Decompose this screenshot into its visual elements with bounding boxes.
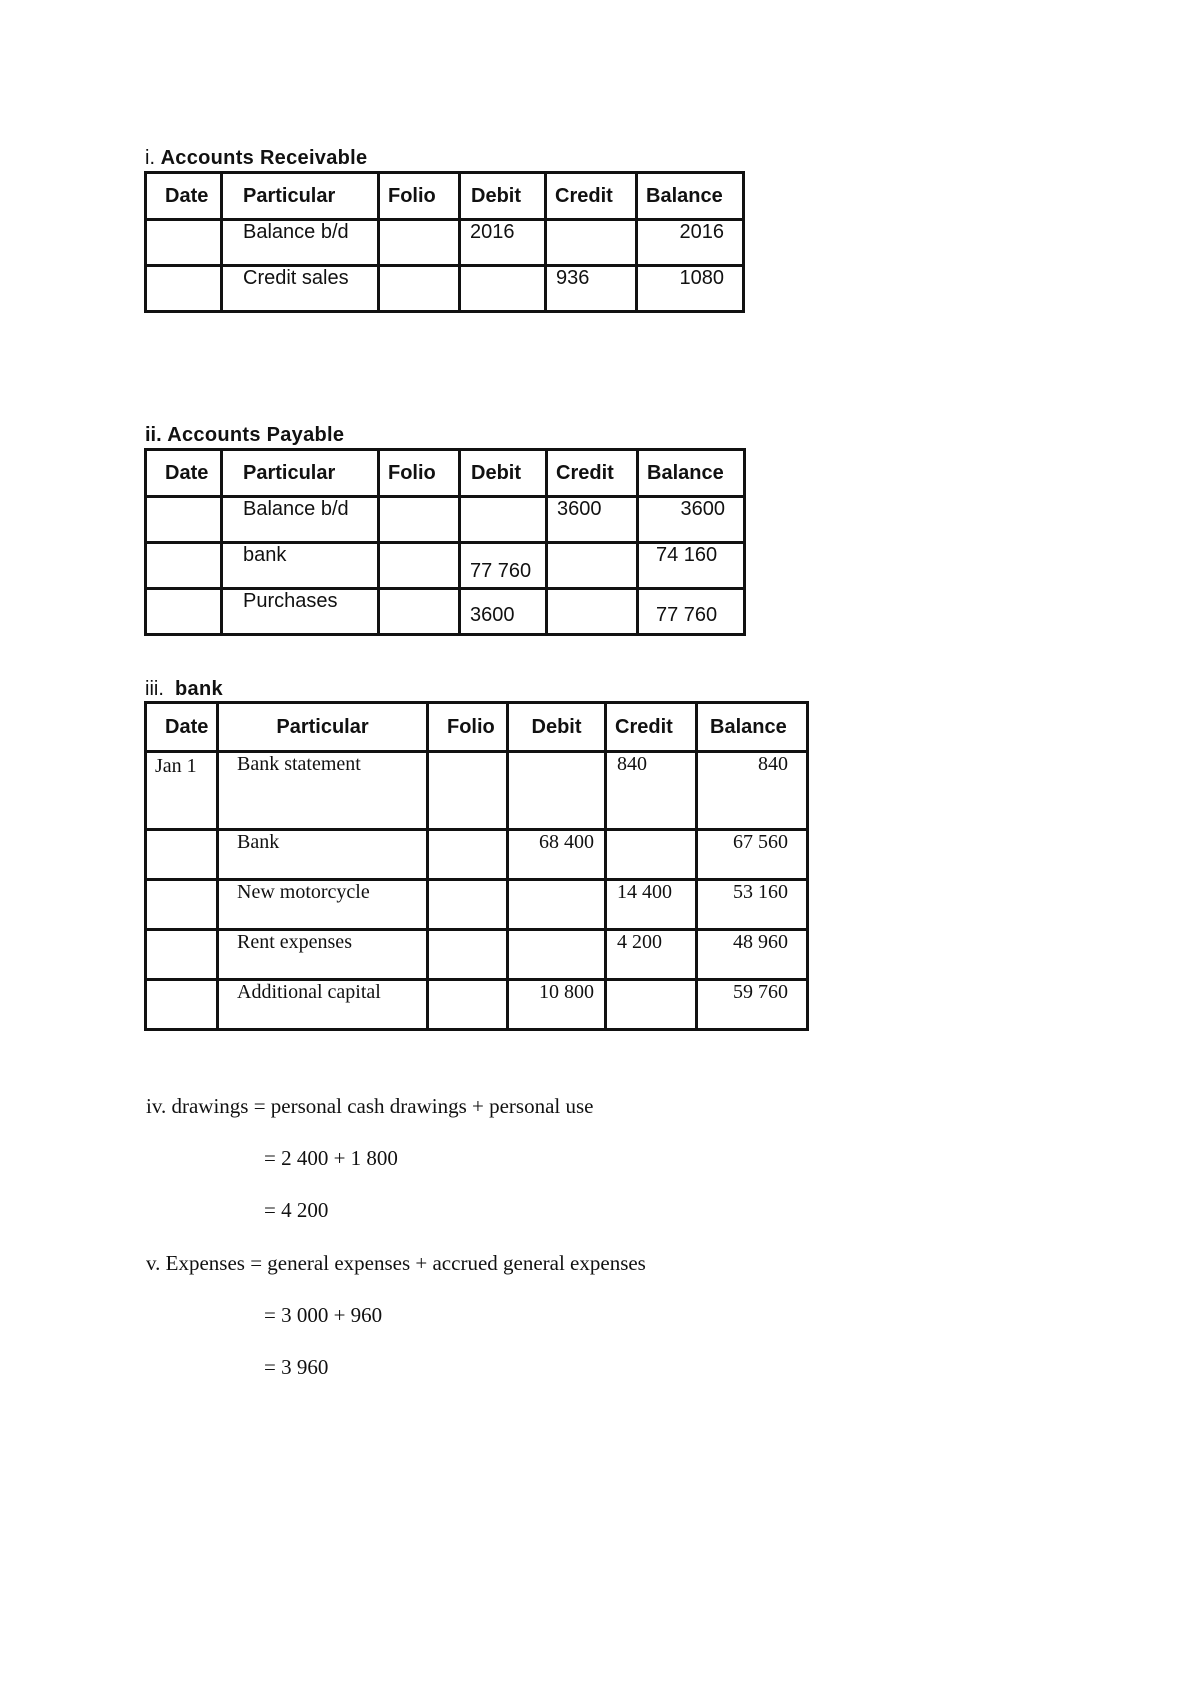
column-header-balance: Balance xyxy=(637,173,744,220)
cell-debit xyxy=(508,880,606,930)
cell-folio xyxy=(379,220,460,266)
section-ii-heading xyxy=(145,424,344,446)
cell-balance: 59 760 xyxy=(697,980,808,1030)
cell-date xyxy=(146,589,222,635)
table-row xyxy=(146,589,745,635)
cell-particular: New motorcycle xyxy=(218,880,428,930)
cell-folio xyxy=(428,980,508,1030)
cell-credit: 840 xyxy=(606,752,697,830)
cell-particular: Balance b/d xyxy=(222,497,379,543)
expenses-substitution: = 3 000 + 960 xyxy=(264,1303,383,1327)
table-row xyxy=(146,980,808,1030)
cell-debit: 68 400 xyxy=(508,830,606,880)
column-header-folio: Folio xyxy=(428,703,508,752)
cell-date xyxy=(146,880,218,930)
cell-credit xyxy=(547,589,638,635)
table-row xyxy=(146,830,808,880)
column-header-date: Date xyxy=(146,703,218,752)
column-header-credit: Credit xyxy=(606,703,697,752)
expenses-formula: v. Expenses = general expenses + accrued general expenses xyxy=(146,1251,646,1275)
column-header-folio: Folio xyxy=(379,450,460,497)
drawings-result: = 4 200 xyxy=(264,1198,329,1222)
cell-particular: Rent expenses xyxy=(218,930,428,980)
column-header-particular: Particular xyxy=(218,703,428,752)
cell-balance: 77 760 xyxy=(638,589,745,635)
cell-debit xyxy=(508,752,606,830)
cell-folio xyxy=(428,880,508,930)
cell-date xyxy=(146,930,218,980)
cell-date: Jan 1 xyxy=(146,752,218,830)
column-header-debit: Debit xyxy=(460,450,547,497)
cell-particular: bank xyxy=(222,543,379,589)
section-iii-heading xyxy=(145,678,223,700)
cell-debit: 2016 xyxy=(460,220,546,266)
cell-particular: Balance b/d xyxy=(222,220,379,266)
cell-folio xyxy=(379,543,460,589)
cell-folio xyxy=(379,497,460,543)
cell-balance: 840 xyxy=(697,752,808,830)
section-i-heading xyxy=(145,147,367,169)
table-header-row xyxy=(146,450,745,497)
column-header-particular: Particular xyxy=(222,173,379,220)
drawings-substitution: = 2 400 + 1 800 xyxy=(264,1146,398,1170)
table-header-row xyxy=(146,173,744,220)
table-row xyxy=(146,497,745,543)
section-ii-number: ii. xyxy=(145,424,162,446)
column-header-credit: Credit xyxy=(547,450,638,497)
expenses-result: = 3 960 xyxy=(264,1355,329,1379)
cell-date xyxy=(146,830,218,880)
cell-credit: 14 400 xyxy=(606,880,697,930)
cell-date xyxy=(146,543,222,589)
cell-date xyxy=(146,497,222,543)
bank-table xyxy=(144,701,809,1031)
cell-particular: Credit sales xyxy=(222,266,379,312)
section-iii-title: bank xyxy=(175,678,223,700)
cell-date xyxy=(146,220,222,266)
drawings-formula: iv. drawings = personal cash drawings + personal use xyxy=(146,1094,594,1118)
column-header-balance: Balance xyxy=(697,703,808,752)
cell-credit: 936 xyxy=(546,266,637,312)
cell-debit xyxy=(460,266,546,312)
column-header-particular: Particular xyxy=(222,450,379,497)
section-i-number: i. xyxy=(145,147,155,169)
column-header-debit: Debit xyxy=(460,173,546,220)
cell-particular: Bank statement xyxy=(218,752,428,830)
cell-balance: 67 560 xyxy=(697,830,808,880)
cell-debit xyxy=(508,930,606,980)
cell-debit: 3600 xyxy=(460,589,547,635)
column-header-credit: Credit xyxy=(546,173,637,220)
cell-particular: Additional capital xyxy=(218,980,428,1030)
cell-folio xyxy=(379,266,460,312)
cell-credit xyxy=(606,830,697,880)
cell-folio xyxy=(428,752,508,830)
cell-particular: Bank xyxy=(218,830,428,880)
section-i-title: Accounts Receivable xyxy=(160,147,368,169)
table-row xyxy=(146,543,745,589)
cell-debit: 77 760 xyxy=(460,543,547,589)
column-header-folio: Folio xyxy=(379,173,460,220)
accounts-receivable-table xyxy=(144,171,745,313)
cell-credit xyxy=(606,980,697,1030)
cell-balance: 48 960 xyxy=(697,930,808,980)
table-row xyxy=(146,752,808,830)
section-iii-number: iii. xyxy=(145,678,164,700)
cell-credit: 4 200 xyxy=(606,930,697,980)
cell-balance: 53 160 xyxy=(697,880,808,930)
cell-debit xyxy=(460,497,547,543)
column-header-date: Date xyxy=(146,173,222,220)
cell-balance: 2016 xyxy=(637,220,744,266)
table-row xyxy=(146,930,808,980)
cell-date xyxy=(146,266,222,312)
cell-balance: 1080 xyxy=(637,266,744,312)
cell-credit: 3600 xyxy=(547,497,638,543)
column-header-balance: Balance xyxy=(638,450,745,497)
cell-balance: 74 160 xyxy=(638,543,745,589)
cell-folio xyxy=(428,830,508,880)
cell-balance: 3600 xyxy=(638,497,745,543)
column-header-date: Date xyxy=(146,450,222,497)
cell-debit: 10 800 xyxy=(508,980,606,1030)
table-row xyxy=(146,266,744,312)
cell-folio xyxy=(379,589,460,635)
cell-folio xyxy=(428,930,508,980)
table-row xyxy=(146,880,808,930)
cell-credit xyxy=(546,220,637,266)
column-header-debit: Debit xyxy=(508,703,606,752)
cell-credit xyxy=(547,543,638,589)
table-header-row xyxy=(146,703,808,752)
cell-date xyxy=(146,980,218,1030)
table-row xyxy=(146,220,744,266)
section-ii-title: Accounts Payable xyxy=(167,424,345,446)
cell-particular: Purchases xyxy=(222,589,379,635)
accounts-payable-table xyxy=(144,448,746,636)
